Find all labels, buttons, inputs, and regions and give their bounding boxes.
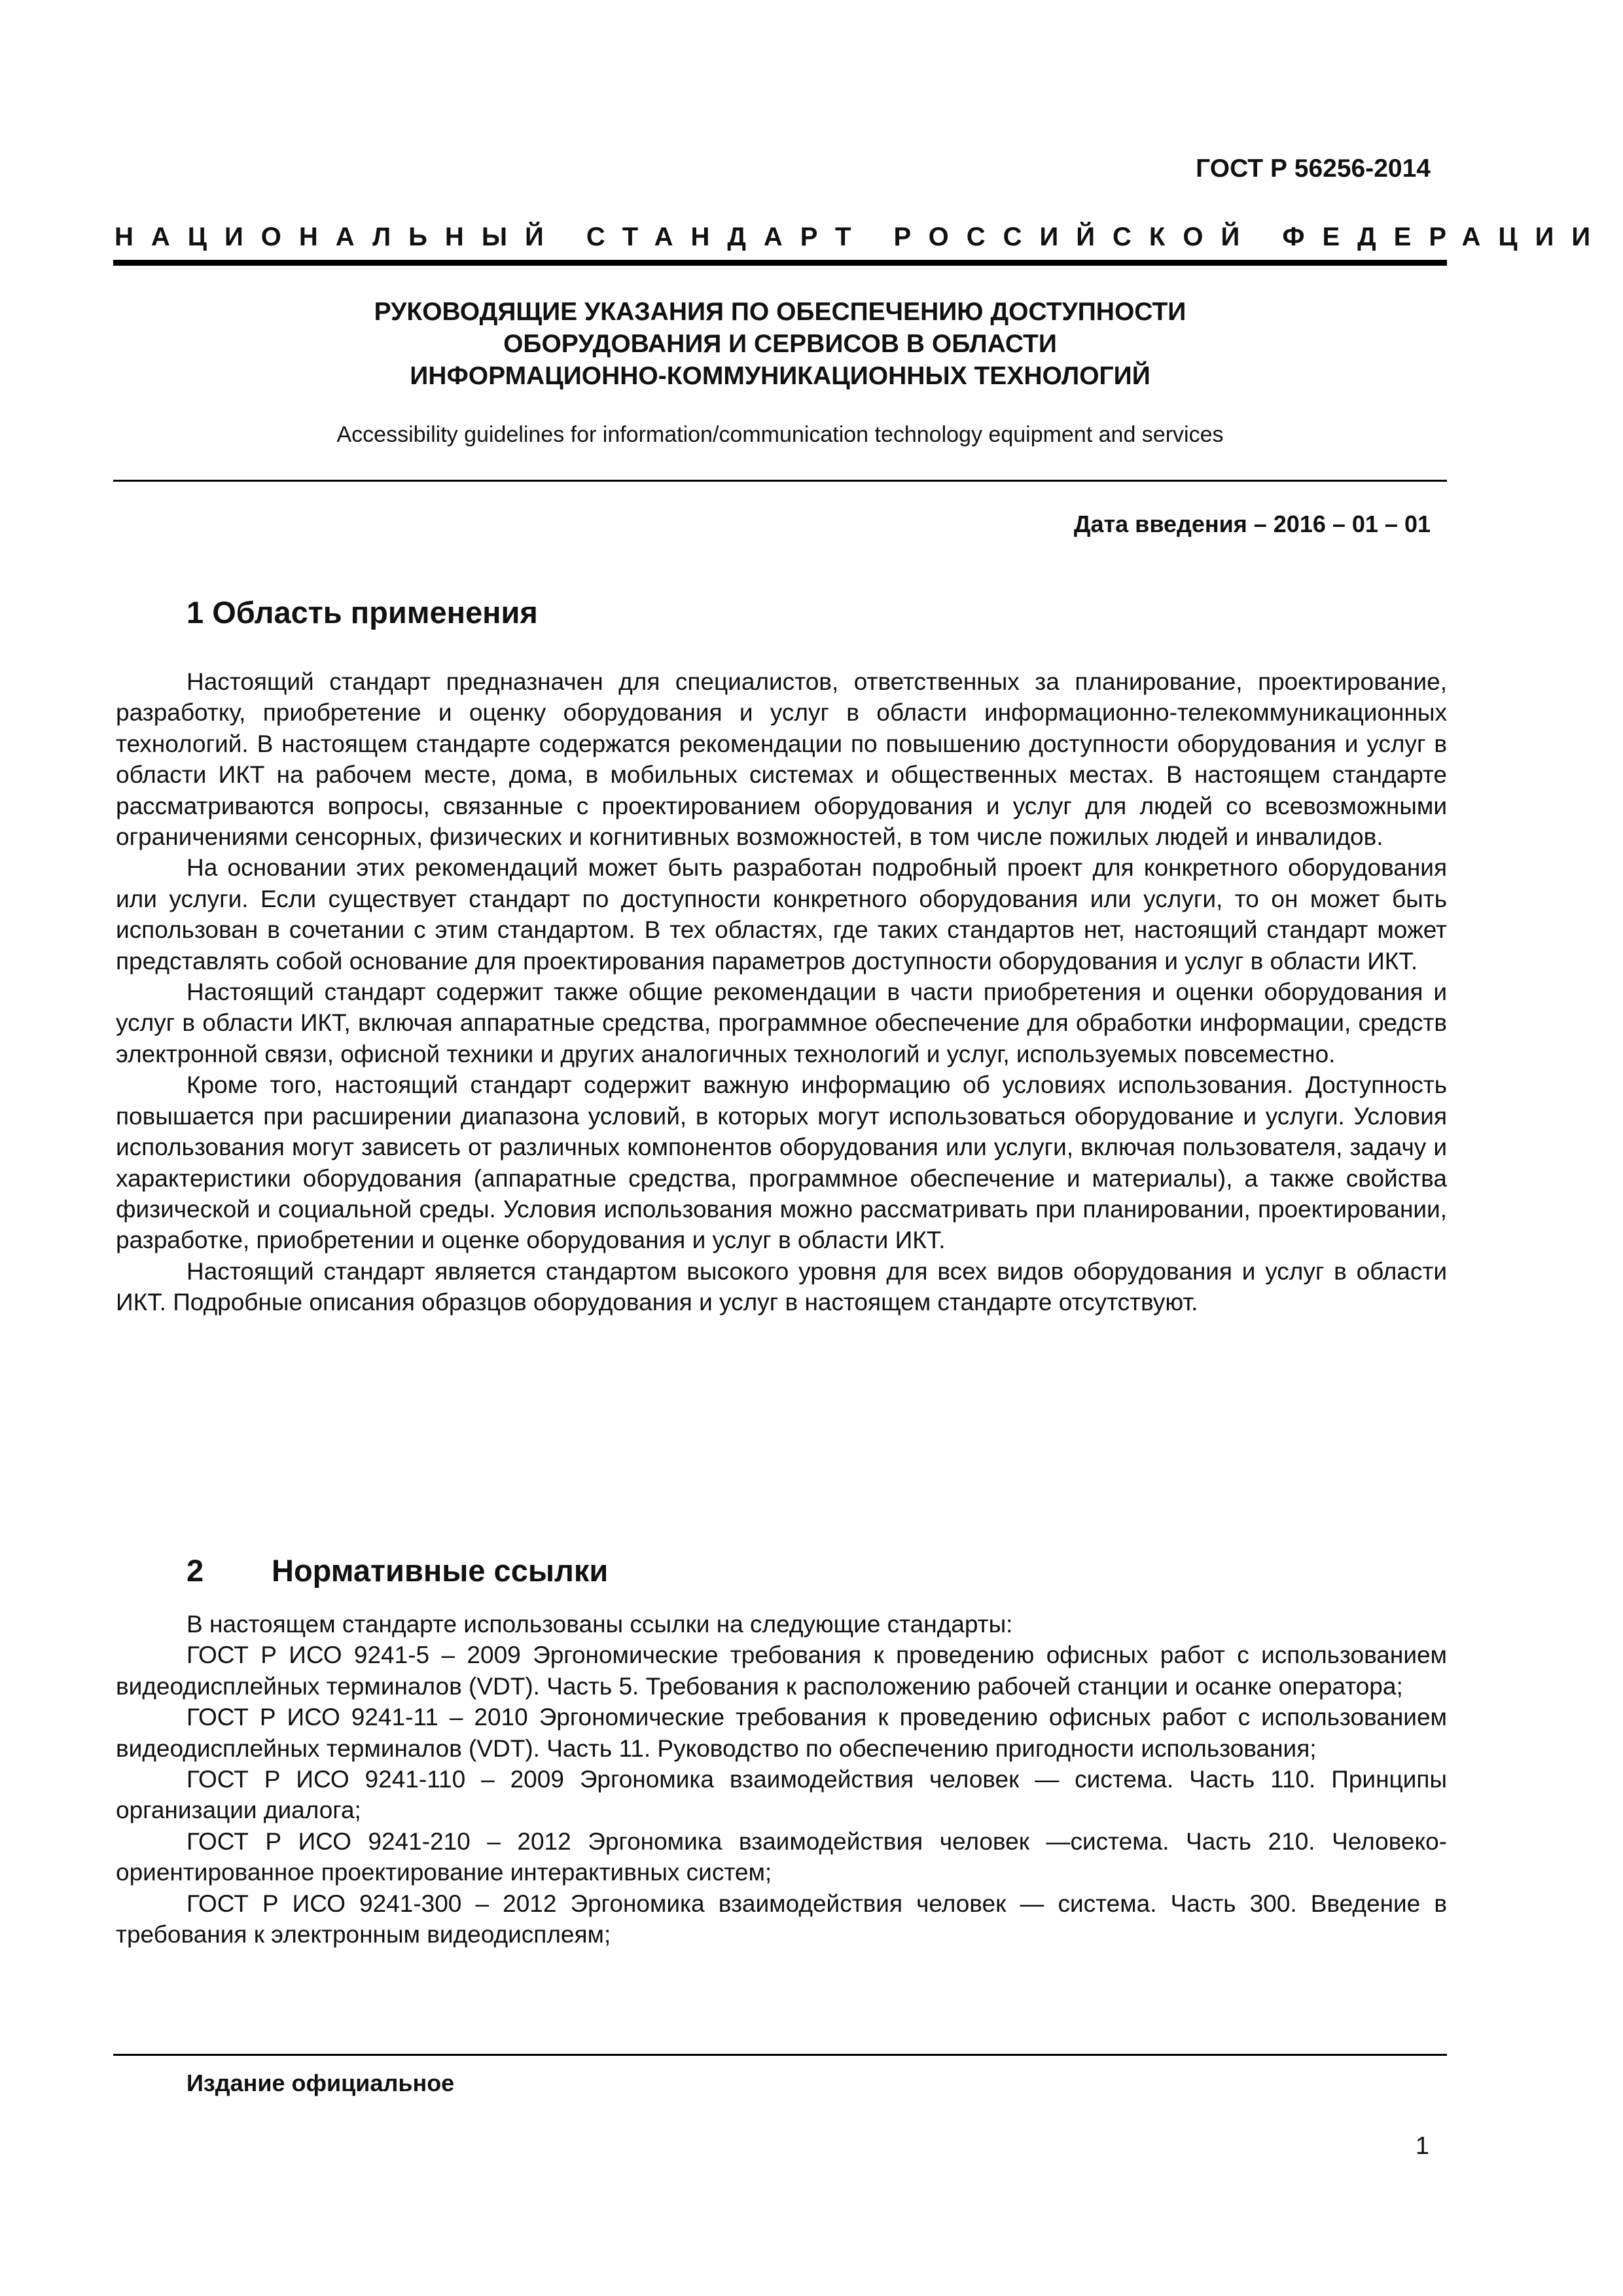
- reference-item: ГОСТ Р ИСО 9241-110 – 2009 Эргономика взаимодействия человек — система. Часть 110. Принципы организации диалога;: [116, 1766, 1447, 1824]
- document-id: ГОСТ Р 56256-2014: [1196, 154, 1431, 183]
- paragraph: Настоящий стандарт предназначен для специалистов, ответственных за планирование, проектирование, разработку, приобретение и оценку оборудования и услуг в области информационно-телекоммуникационных технологий. В настоящем стандарте содержатся рекомендации по повышению доступности оборудования и услуг в области ИКТ на рабочем месте, дома, в мобильных системах и общественных местах. В настоящем стандарте рассматриваются вопросы, связанные с проектированием оборудования и услуг для людей со всевозможными ограничениями сенсорных, физических и когнитивных возможностей, в том числе пожилых людей и инвалидов.: [116, 668, 1447, 851]
- header-rule: [113, 260, 1447, 266]
- section-1-body: [116, 666, 1447, 1318]
- section-number: 2: [187, 1553, 204, 1588]
- edition-label: Издание официальное: [187, 2070, 455, 2096]
- title-line: ОБОРУДОВАНИЯ И СЕРВИСОВ В ОБЛАСТИ: [503, 330, 1057, 358]
- footer-rule: [113, 2054, 1447, 2056]
- title-line: РУКОВОДЯЩИЕ УКАЗАНИЯ ПО ОБЕСПЕЧЕНИЮ ДОСТУПНОСТИ: [374, 298, 1186, 326]
- section-2-heading: [187, 1552, 608, 1588]
- page-number: 1: [1415, 2132, 1429, 2160]
- english-title: Accessibility guidelines for information/communication technology equipment and services: [336, 422, 1224, 447]
- paragraph: В настоящем стандарте использованы ссылки на следующие стандарты:: [187, 1611, 1013, 1638]
- reference-item: ГОСТ Р ИСО 9241-5 – 2009 Эргономические требования к проведению офисных работ с использованием видеодисплейных терминалов (VDT). Часть 5. Требования к расположению рабочей станции и осанке оператора;: [116, 1641, 1447, 1700]
- reference-item: ГОСТ Р ИСО 9241-210 – 2012 Эргономика взаимодействия человек —система. Часть 210. Человеко-ориентированное проектирование интерактивных систем;: [116, 1827, 1447, 1886]
- section-title: Нормативные ссылки: [272, 1553, 609, 1588]
- title-rule: [113, 480, 1447, 482]
- reference-item: ГОСТ Р ИСО 9241-300 – 2012 Эргономика взаимодействия человек — система. Часть 300. Введение в требования к электронным видеодисплеям;: [116, 1890, 1447, 1948]
- document-title: [113, 296, 1447, 392]
- paragraph: На основании этих рекомендаций может быть разработан подробный проект для конкретного оборудования или услуги. Если существует стандарт по доступности конкретного оборудования или услуги, то он может быть использован в сочетании с этим стандартом. В тех областях, где таких стандартов нет, настоящий стандарт может представлять собой основание для проектирования параметров доступности оборудования и услуг в области ИКТ.: [116, 854, 1447, 975]
- section-1-heading: 1 Область применения: [187, 595, 538, 630]
- section-2-body: [116, 1609, 1447, 1950]
- reference-item: ГОСТ Р ИСО 9241-11 – 2010 Эргономические требования к проведению офисных работ с использованием видеодисплейных терминалов (VDT). Часть 11. Руководство по обеспечению пригодности использования;: [116, 1704, 1447, 1762]
- paragraph: Настоящий стандарт является стандартом высокого уровня для всех видов оборудования и услуг в области ИКТ. Подробные описания образцов оборудования и услуг в настоящем стандарте отсутствуют.: [116, 1257, 1447, 1316]
- national-standard-title: НАЦИОНАЛЬНЫЙ СТАНДАРТ РОССИЙСКОЙ ФЕДЕРАЦИИ: [115, 223, 1609, 251]
- paragraph: Настоящий стандарт содержит также общие рекомендации в части приобретения и оценки оборудования и услуг в области ИКТ, включая аппаратные средства, программное обеспечение для обработки информации, средств электронной связи, офисной техники и других аналогичных технологий и услуг, используемых повсеместно.: [116, 978, 1447, 1067]
- introduction-date: Дата введения – 2016 – 01 – 01: [1073, 511, 1431, 537]
- paragraph: Кроме того, настоящий стандарт содержит важную информацию об условиях использования. Доступность повышается при расширении диапазона условий, в которых могут использоваться оборудование и услуги. Условия использования могут зависеть от различных компонентов оборудования или услуги, включая пользователя, задачу и характеристики оборудования (аппаратные средства, программное обеспечение и материалы), а также свойства физической и социальной среды. Условия использования можно рассматривать при планировании, проектировании, разработке, приобретении и оценке оборудования и услуг в области ИКТ.: [116, 1071, 1447, 1254]
- title-line: ИНФОРМАЦИОННО-КОММУНИКАЦИОННЫХ ТЕХНОЛОГИЙ: [410, 362, 1150, 390]
